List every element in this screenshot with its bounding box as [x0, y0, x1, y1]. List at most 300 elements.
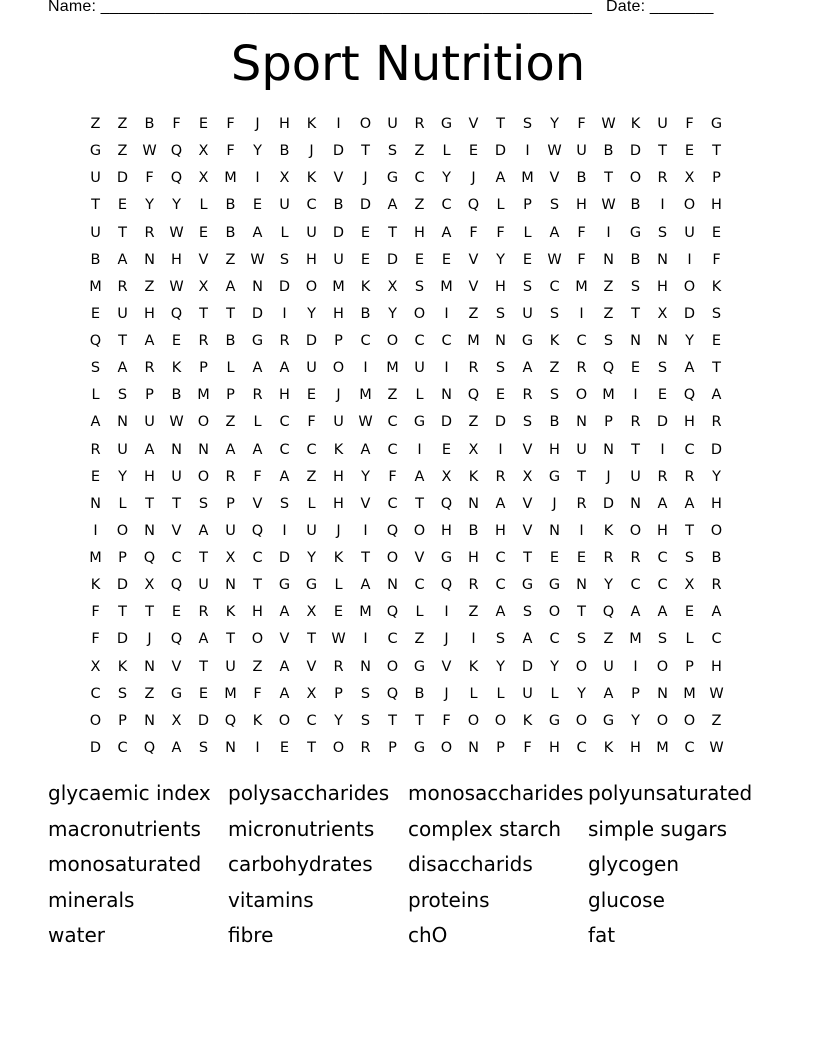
grid-letter: Y [550, 658, 559, 675]
grid-letter: O [413, 522, 426, 539]
grid-letter: W [547, 143, 562, 160]
grid-letter: P [118, 550, 127, 566]
grid-letter: K [360, 278, 371, 295]
grid-letter: P [631, 685, 640, 702]
grid-letter: G [602, 712, 615, 729]
grid-letter: F [226, 143, 235, 160]
grid-letter: E [279, 739, 290, 756]
grid-letter: P [226, 387, 235, 404]
grid-letter: Q [386, 685, 399, 702]
grid-letter: J [444, 631, 449, 648]
grid-letter: R [225, 468, 236, 485]
grid-letter: U [306, 522, 317, 539]
grid-letter: I [282, 522, 287, 539]
grid-letter: L [226, 360, 235, 377]
grid-letter: L [307, 495, 316, 512]
grid-letter: B [144, 116, 155, 132]
grid-letter: A [279, 685, 290, 702]
grid-letter: M [359, 604, 372, 621]
grid-letter: U [306, 224, 317, 241]
grid-letter: A [117, 360, 128, 377]
grid-letter: L [685, 631, 694, 648]
grid-letter: E [630, 360, 641, 377]
grid-letter: B [603, 143, 614, 160]
grid-letter: E [252, 197, 263, 214]
grid-letter: S [117, 387, 128, 404]
grid-letter: R [684, 468, 695, 485]
grid-letter: A [522, 360, 533, 377]
grid-letter: D [521, 658, 534, 675]
grid-letter: H [414, 224, 425, 241]
grid-letter: N [360, 658, 371, 675]
grid-letter: H [711, 495, 722, 512]
grid-letter: T [361, 550, 370, 566]
grid-letter: E [711, 333, 722, 349]
grid-letter: S [279, 251, 290, 268]
grid-letter: F [388, 468, 397, 485]
grid-letter: A [603, 685, 614, 702]
grid-letter: D [251, 305, 264, 322]
grid-letter: C [279, 441, 290, 458]
grid-letter: H [468, 550, 479, 566]
grid-letter: U [576, 143, 587, 160]
grid-letter: F [469, 224, 478, 241]
grid-letter: C [90, 685, 101, 702]
grid-letter: T [415, 712, 424, 729]
grid-letter: R [468, 577, 479, 594]
grid-letter: F [253, 468, 262, 485]
grid-letter: A [144, 333, 155, 349]
grid-letter: R [603, 550, 614, 566]
grid-letter: D [440, 414, 453, 431]
word-list-item: fat [588, 923, 616, 948]
grid-letter: J [147, 631, 152, 648]
grid-letter: T [199, 658, 208, 675]
grid-letter: T [577, 468, 586, 485]
grid-letter: A [711, 387, 722, 404]
grid-letter: N [225, 739, 236, 756]
word-list-item: polyunsaturated [588, 781, 753, 805]
grid-letter: O [683, 197, 696, 214]
grid-letter: J [606, 468, 611, 485]
grid-letter: S [684, 550, 695, 566]
grid-letter: K [711, 278, 722, 295]
grid-letter: C [495, 577, 506, 594]
grid-letter: Q [224, 712, 237, 729]
grid-letter: Z [468, 604, 479, 621]
grid-letter: C [306, 197, 317, 214]
grid-letter: A [279, 468, 290, 485]
grid-letter: O [683, 712, 696, 729]
grid-letter: E [171, 604, 182, 621]
grid-letter: N [144, 251, 155, 268]
grid-letter: T [415, 495, 424, 512]
grid-letter: S [657, 224, 668, 241]
grid-letter: E [657, 387, 668, 404]
grid-letter: H [711, 197, 722, 214]
grid-letter: X [279, 170, 290, 187]
grid-letter: Z [306, 468, 317, 485]
grid-letter: D [197, 712, 210, 729]
grid-letter: K [468, 468, 479, 485]
grid-letter: A [279, 658, 290, 675]
grid-letter: D [332, 224, 345, 241]
grid-letter: P [334, 685, 343, 702]
grid-letter: N [630, 333, 641, 349]
grid-letter: K [549, 333, 560, 349]
grid-letter: Z [225, 414, 236, 431]
word-list [48, 776, 768, 954]
grid-letter: I [417, 441, 422, 458]
grid-letter: C [414, 577, 425, 594]
grid-letter: Z [144, 685, 155, 702]
grid-letter: H [171, 251, 182, 268]
grid-letter: O [386, 333, 399, 349]
grid-letter: N [657, 251, 668, 268]
grid-letter: L [280, 224, 289, 241]
grid-letter: G [521, 577, 534, 594]
grid-letter: T [118, 333, 127, 349]
grid-letter: G [440, 116, 453, 132]
grid-letter: F [496, 224, 505, 241]
grid-letter: G [548, 712, 561, 729]
grid-letter: J [336, 387, 341, 404]
grid-letter: C [576, 333, 587, 349]
grid-letter: K [306, 170, 317, 187]
grid-letter: B [333, 197, 344, 214]
grid-letter: V [360, 495, 371, 512]
word-list-item: macronutrients [48, 816, 201, 841]
grid-letter: A [252, 360, 263, 377]
grid-letter: U [414, 360, 425, 377]
grid-letter: C [549, 631, 560, 648]
grid-letter: Y [172, 197, 181, 214]
grid-letter: V [522, 522, 533, 539]
grid-letter: V [468, 116, 479, 132]
grid-letter: I [363, 631, 368, 648]
grid-letter: C [360, 333, 371, 349]
grid-letter: A [144, 441, 155, 458]
grid-letter: L [550, 685, 559, 702]
grid-letter: N [657, 685, 668, 702]
grid-letter: O [386, 550, 399, 566]
grid-letter: P [604, 414, 613, 431]
grid-letter: U [684, 224, 695, 241]
grid-letter: B [576, 170, 587, 187]
grid-letter: Q [467, 387, 480, 404]
grid-letter: G [251, 333, 264, 349]
grid-letter: C [252, 550, 263, 566]
grid-letter: P [334, 333, 343, 349]
grid-letter: N [549, 522, 560, 539]
grid-letter: E [441, 251, 452, 268]
grid-letter: Z [549, 360, 560, 377]
grid-letter: O [629, 522, 642, 539]
grid-letter: D [494, 143, 507, 160]
grid-letter: U [333, 251, 344, 268]
grid-letter: U [171, 468, 182, 485]
grid-letter: C [306, 712, 317, 729]
grid-letter: G [521, 333, 534, 349]
grid-letter: B [414, 685, 425, 702]
grid-letter: C [495, 550, 506, 566]
word-list-item: polysaccharides [228, 781, 390, 805]
grid-letter: D [359, 197, 372, 214]
grid-letter: H [549, 739, 560, 756]
grid-letter: B [225, 224, 236, 241]
grid-letter: F [172, 116, 181, 132]
grid-letter: J [552, 495, 557, 512]
grid-letter: A [225, 278, 236, 295]
grid-letter: E [684, 143, 695, 160]
grid-letter: C [630, 577, 641, 594]
grid-letter: Z [414, 631, 425, 648]
grid-letter: O [332, 360, 345, 377]
grid-letter: Q [440, 495, 453, 512]
grid-letter: Q [170, 631, 183, 648]
grid-letter: K [225, 604, 236, 621]
grid-letter: P [145, 387, 154, 404]
grid-letter: R [414, 116, 425, 132]
grid-letter: P [118, 712, 127, 729]
grid-letter: G [89, 143, 102, 160]
grid-letter: P [199, 360, 208, 377]
grid-letter: A [90, 414, 101, 431]
grid-letter: G [413, 739, 426, 756]
grid-letter: Y [442, 170, 451, 187]
grid-letter: H [144, 305, 155, 322]
grid-letter: L [334, 577, 343, 594]
grid-letter: Z [603, 278, 614, 295]
grid-letter: C [387, 414, 398, 431]
grid-letter: I [498, 441, 503, 458]
grid-letter: O [548, 604, 561, 621]
grid-letter: T [226, 305, 235, 322]
grid-letter: J [336, 522, 341, 539]
grid-letter: H [333, 495, 344, 512]
grid-letter: X [171, 712, 182, 729]
grid-letter: R [576, 360, 587, 377]
grid-letter: V [468, 251, 479, 268]
grid-letter: U [144, 414, 155, 431]
grid-letter: L [199, 197, 208, 214]
grid-letter: G [278, 577, 291, 594]
grid-letter: U [603, 658, 614, 675]
grid-letter: C [684, 739, 695, 756]
grid-letter: J [309, 143, 314, 160]
grid-letter: O [656, 658, 669, 675]
grid-letter: R [468, 360, 479, 377]
grid-letter: W [709, 685, 724, 702]
grid-letter: V [522, 495, 533, 512]
grid-letter: F [226, 116, 235, 132]
grid-letter: A [549, 224, 560, 241]
grid-letter: H [333, 468, 344, 485]
grid-letter: Q [143, 739, 156, 756]
grid-letter: W [169, 224, 184, 241]
grid-letter: U [90, 224, 101, 241]
grid-letter: M [359, 387, 372, 404]
grid-letter: D [116, 170, 129, 187]
grid-letter: M [224, 170, 237, 187]
word-list-item: micronutrients [228, 816, 375, 841]
grid-letter: Y [496, 658, 505, 675]
grid-letter: A [522, 631, 533, 648]
word-search-grid [82, 111, 730, 762]
grid-letter: Y [307, 305, 316, 322]
grid-letter: C [387, 495, 398, 512]
grid-letter: L [442, 143, 451, 160]
grid-letter: Z [117, 143, 128, 160]
grid-letter: W [169, 278, 184, 295]
grid-letter: N [252, 278, 263, 295]
grid-letter: J [363, 170, 368, 187]
grid-letter: L [91, 387, 100, 404]
grid-letter: A [171, 739, 182, 756]
grid-letter: K [522, 712, 533, 729]
grid-letter: M [386, 360, 399, 377]
grid-letter: V [549, 170, 560, 187]
grid-letter: H [711, 658, 722, 675]
grid-letter: N [576, 414, 587, 431]
grid-letter: V [522, 441, 533, 458]
grid-letter: Z [468, 414, 479, 431]
grid-letter: Z [387, 387, 398, 404]
grid-letter: A [684, 495, 695, 512]
grid-letter: S [387, 143, 398, 160]
grid-letter: H [495, 522, 506, 539]
grid-letter: H [549, 441, 560, 458]
grid-letter: F [442, 712, 451, 729]
grid-letter: R [630, 550, 641, 566]
grid-letter: L [496, 685, 505, 702]
grid-letter: U [576, 441, 587, 458]
grid-letter: Y [631, 712, 640, 729]
grid-letter: D [332, 143, 345, 160]
grid-letter: O [278, 712, 291, 729]
grid-letter: S [198, 739, 209, 756]
grid-letter: V [468, 278, 479, 295]
word-list-item: disaccharids [408, 852, 533, 877]
grid-letter: U [387, 116, 398, 132]
grid-letter: V [306, 658, 317, 675]
grid-letter: O [413, 305, 426, 322]
grid-letter: R [630, 414, 641, 431]
grid-letter: G [413, 658, 426, 675]
grid-letter: H [657, 278, 668, 295]
grid-letter: S [549, 197, 560, 214]
grid-letter: Q [386, 604, 399, 621]
grid-letter: T [631, 305, 640, 322]
grid-letter: W [250, 251, 265, 268]
word-list-item: monosaccharides [408, 781, 584, 805]
grid-letter: O [332, 739, 345, 756]
grid-letter: V [441, 658, 452, 675]
grid-letter: E [90, 468, 101, 485]
grid-letter: U [306, 360, 317, 377]
grid-letter: A [360, 577, 371, 594]
grid-letter: E [360, 251, 371, 268]
grid-letter: A [657, 604, 668, 621]
grid-letter: W [709, 739, 724, 756]
grid-letter: P [712, 170, 721, 187]
grid-letter: A [630, 604, 641, 621]
grid-letter: E [468, 143, 479, 160]
grid-letter: O [629, 170, 642, 187]
grid-letter: T [199, 305, 208, 322]
grid-letter: I [255, 170, 260, 187]
grid-letter: X [522, 468, 533, 485]
grid-letter: Q [683, 387, 696, 404]
grid-letter: M [89, 550, 102, 566]
grid-letter: Q [89, 333, 102, 349]
grid-letter: C [387, 441, 398, 458]
grid-letter: S [90, 360, 101, 377]
grid-letter: T [172, 495, 181, 512]
grid-letter: T [307, 631, 316, 648]
grid-letter: O [251, 631, 264, 648]
grid-letter: D [116, 631, 129, 648]
grid-letter: E [522, 251, 533, 268]
grid-letter: T [91, 197, 100, 214]
grid-letter: Z [414, 197, 425, 214]
grid-letter: D [656, 414, 669, 431]
grid-letter: R [90, 441, 101, 458]
grid-letter: K [603, 522, 614, 539]
grid-letter: I [606, 224, 611, 241]
word-list-item: monosaturated [48, 852, 202, 877]
grid-letter: Y [253, 143, 262, 160]
grid-letter: O [575, 712, 588, 729]
grid-letter: X [306, 604, 317, 621]
grid-letter: K [171, 360, 182, 377]
grid-letter: T [658, 143, 667, 160]
grid-letter: E [711, 224, 722, 241]
grid-letter: W [169, 414, 184, 431]
grid-letter: N [441, 387, 452, 404]
grid-letter: U [225, 658, 236, 675]
grid-letter: U [333, 414, 344, 431]
grid-letter: E [360, 224, 371, 241]
grid-letter: U [522, 305, 533, 322]
grid-letter: T [145, 495, 154, 512]
grid-letter: E [306, 387, 317, 404]
grid-letter: X [306, 685, 317, 702]
grid-letter: S [522, 278, 533, 295]
grid-letter: H [306, 251, 317, 268]
grid-letter: Y [577, 685, 586, 702]
grid-letter: H [630, 739, 641, 756]
grid-letter: L [469, 685, 478, 702]
grid-letter: I [93, 522, 98, 539]
grid-letter: W [358, 414, 373, 431]
grid-letter: O [710, 522, 723, 539]
grid-letter: M [467, 333, 480, 349]
grid-letter: Y [604, 577, 613, 594]
grid-letter: I [579, 522, 584, 539]
grid-letter: O [116, 522, 129, 539]
grid-letter: W [601, 116, 616, 132]
grid-letter: Q [170, 170, 183, 187]
grid-letter: I [363, 360, 368, 377]
grid-letter: Q [170, 305, 183, 322]
grid-letter: Y [550, 116, 559, 132]
grid-letter: T [361, 143, 370, 160]
grid-letter: Z [603, 631, 614, 648]
grid-letter: T [496, 116, 505, 132]
grid-letter: W [331, 631, 346, 648]
grid-letter: F [91, 604, 100, 621]
